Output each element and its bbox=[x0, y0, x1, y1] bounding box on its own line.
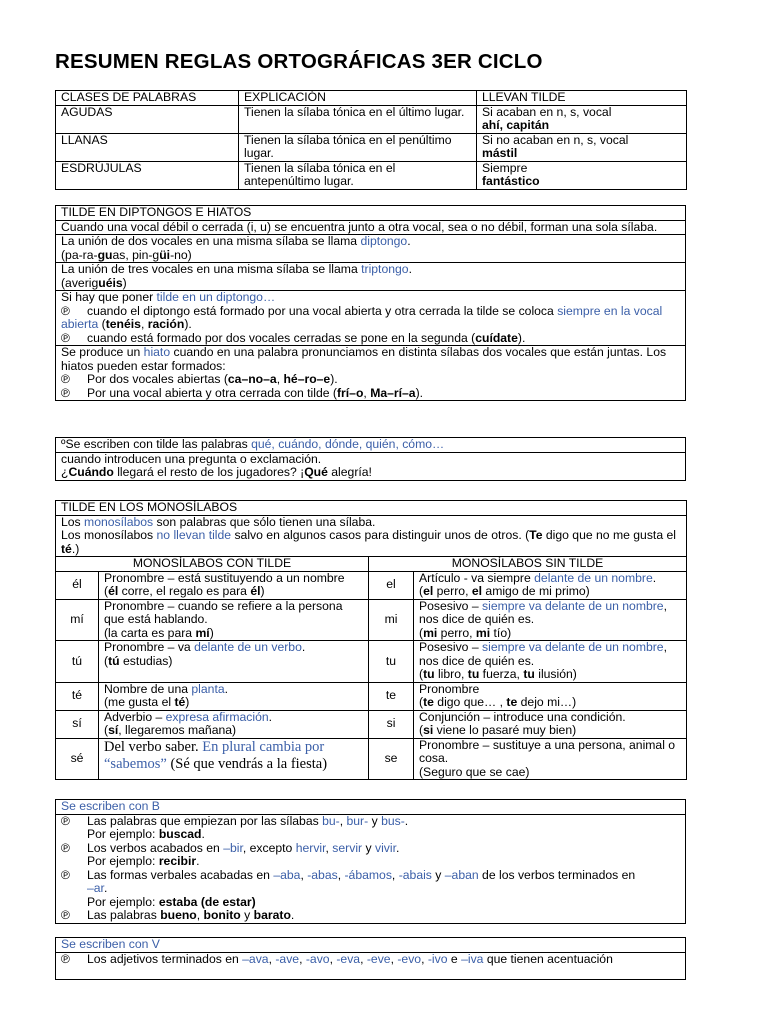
word-description: Del verbo saber. En plural cambia por “sabemos” (Sé que vendrás a la fiesta) bbox=[99, 738, 369, 780]
rule-list: ℗ Los adjetivos terminados en –ava, -ave, -avo, -eva, -eve, -evo, -ivo e –iva que tienen acentuación bbox=[56, 952, 686, 979]
paragraph: cuando introducen una pregunta o exclamación. ¿Cuándo llegará el resto de los jugadores? ¡Qué alegría! bbox=[56, 452, 686, 480]
class-name: LLANAS bbox=[56, 133, 239, 161]
word-description: Nombre de una planta. (me gusta el té) bbox=[99, 682, 369, 710]
bullet-icon: ℗ bbox=[61, 867, 70, 882]
rule-list: ℗ Las palabras que empiezan por las sílabas bu-, bur- y bus-. Por ejemplo: buscad. ℗ Los verbos acabados en –bir, excepto hervir, servir y vivir. Por ejemplo: recibir. ℗ Las formas verbales acabadas en –aba, -abas, -ábamos, -abais y –aban de los verbos terminados en –ar. Por ejemplo: estaba (de estar) ℗ Las palabras bueno, bonito y barato. bbox=[56, 814, 686, 923]
class-rule: Si no acaban en n, s, vocal mástil bbox=[477, 133, 687, 161]
word-description: Conjunción – introduce una condición. (si viene lo pasaré muy bien) bbox=[414, 710, 687, 738]
table-header-row bbox=[56, 91, 687, 106]
class-rule: Si acaban en n, s, vocal ahí, capitán bbox=[477, 105, 687, 133]
word-description: Pronombre – va delante de un verbo. (tú estudias) bbox=[99, 641, 369, 683]
word-with-accent: té bbox=[56, 682, 99, 710]
word-with-accent: tú bbox=[56, 641, 99, 683]
section-header: TILDE EN DIPTONGOS E HIATOS bbox=[56, 206, 686, 221]
v-rules-table bbox=[55, 937, 686, 980]
word-description: Pronombre – está sustituyendo a un nombre (él corre, el regalo es para él) bbox=[99, 571, 369, 599]
word-without-accent: tu bbox=[369, 641, 414, 683]
class-explanation: Tienen la sílaba tónica en el antepenúltimo lugar. bbox=[239, 161, 477, 189]
bullet-icon: ℗ bbox=[61, 908, 70, 922]
table-row bbox=[56, 641, 687, 683]
table-row bbox=[56, 738, 687, 780]
class-name: ESDRÚJULAS bbox=[56, 161, 239, 189]
header-cell: CLASES DE PALABRAS bbox=[56, 91, 239, 106]
table-row bbox=[56, 571, 687, 599]
bullet-icon: ℗ bbox=[61, 330, 70, 345]
class-name: AGUDAS bbox=[56, 105, 239, 133]
bullet-icon: ℗ bbox=[61, 840, 70, 855]
column-header: MONOSÍLABOS CON TILDE bbox=[56, 557, 369, 572]
word-description: Posesivo – siempre va delante de un nombre, nos dice de quién es. (tu libro, tu fuerza, tu ilusión) bbox=[414, 641, 687, 683]
interrogatives-table bbox=[55, 437, 686, 481]
word-with-accent: mí bbox=[56, 599, 99, 641]
paragraph: Cuando una vocal débil o cerrada (i, u) se encuentra junto a otra vocal, sea o no débil, forman una sola sílaba. bbox=[56, 220, 686, 235]
bullet-icon: ℗ bbox=[61, 951, 70, 966]
word-description: Artículo - va siempre delante de un nombre. (el perro, el amigo de mi primo) bbox=[414, 571, 687, 599]
class-rule: Siempre fantástico bbox=[477, 161, 687, 189]
word-with-accent: sé bbox=[56, 738, 99, 780]
paragraph: Se produce un hiato cuando en una palabra pronunciamos en distinta sílabas dos vocales que están juntas. Los hiatos pueden estar formados: ℗ Por dos vocales abiertas (ca–no–a, hé–ro–e). ℗ Por una vocal abierta y otra cerrada con tilde (frí–o, Ma–rí–a). bbox=[56, 346, 686, 401]
section-header: TILDE EN LOS MONOSÍLABOS bbox=[56, 501, 687, 516]
word-with-accent: sí bbox=[56, 710, 99, 738]
column-header: MONOSÍLABOS SIN TILDE bbox=[369, 557, 687, 572]
section-header: ºSe escriben con tilde las palabras qué, cuándo, dónde, quién, cómo… bbox=[56, 438, 686, 453]
table-row bbox=[56, 710, 687, 738]
class-explanation: Tienen la sílaba tónica en el último lugar. bbox=[239, 105, 477, 133]
bullet-icon: ℗ bbox=[61, 303, 70, 318]
table-row bbox=[56, 682, 687, 710]
word-without-accent: el bbox=[369, 571, 414, 599]
word-description: Pronombre (te digo que… , te dejo mi…) bbox=[414, 682, 687, 710]
section-header: Se escriben con V bbox=[56, 938, 686, 953]
page-title: RESUMEN REGLAS ORTOGRÁFICAS 3ER CICLO bbox=[55, 50, 543, 73]
word-description: Pronombre – sustituye a una persona, animal o cosa. (Seguro que se cae) bbox=[414, 738, 687, 780]
word-with-accent: él bbox=[56, 571, 99, 599]
paragraph: Si hay que poner tilde en un diptongo… ℗ cuando el diptongo está formado por una vocal abierta y otra cerrada la tilde se coloca siempre en la vocal abierta (tenéis, ración). ℗ cuando está formado por dos vocales cerradas se pone en la segunda (cuídate). bbox=[56, 291, 686, 346]
word-description: Adverbio – expresa afirmación. (sí, llegaremos mañana) bbox=[99, 710, 369, 738]
b-rules-table bbox=[55, 799, 686, 924]
diphthongs-table bbox=[55, 205, 686, 401]
bullet-icon: ℗ bbox=[61, 813, 70, 828]
word-description: Posesivo – siempre va delante de un nombre, nos dice de quién es. (mi perro, mi tío) bbox=[414, 599, 687, 641]
word-classes-table bbox=[55, 90, 687, 190]
monosyllables-table bbox=[55, 500, 687, 780]
bullet-icon: ℗ bbox=[61, 372, 70, 386]
table-row bbox=[56, 161, 687, 189]
bullet-icon: ℗ bbox=[61, 385, 70, 400]
header-cell: LLEVAN TILDE bbox=[477, 91, 687, 106]
paragraph: Los monosílabos son palabras que sólo tienen una sílaba. Los monosílabos no llevan tilde salvo en algunos casos para distinguir unos de otros. (Te digo que no me gusta el té.) bbox=[56, 515, 687, 557]
section-header: Se escriben con B bbox=[56, 800, 686, 815]
word-without-accent: si bbox=[369, 710, 414, 738]
word-description: Pronombre – cuando se refiere a la persona que está hablando. (la carta es para mí) bbox=[99, 599, 369, 641]
class-explanation: Tienen la sílaba tónica en el penúltimo lugar. bbox=[239, 133, 477, 161]
paragraph: La unión de dos vocales en una misma sílaba se llama diptongo. (pa-ra-guas, pin-güi-no) bbox=[56, 235, 686, 263]
word-without-accent: te bbox=[369, 682, 414, 710]
word-without-accent: se bbox=[369, 738, 414, 780]
word-without-accent: mi bbox=[369, 599, 414, 641]
paragraph: La unión de tres vocales en una misma sílaba se llama triptongo. (averiguéis) bbox=[56, 263, 686, 291]
table-row bbox=[56, 133, 687, 161]
table-row bbox=[56, 105, 687, 133]
table-row bbox=[56, 599, 687, 641]
header-cell: EXPLICACIÓN bbox=[239, 91, 477, 106]
